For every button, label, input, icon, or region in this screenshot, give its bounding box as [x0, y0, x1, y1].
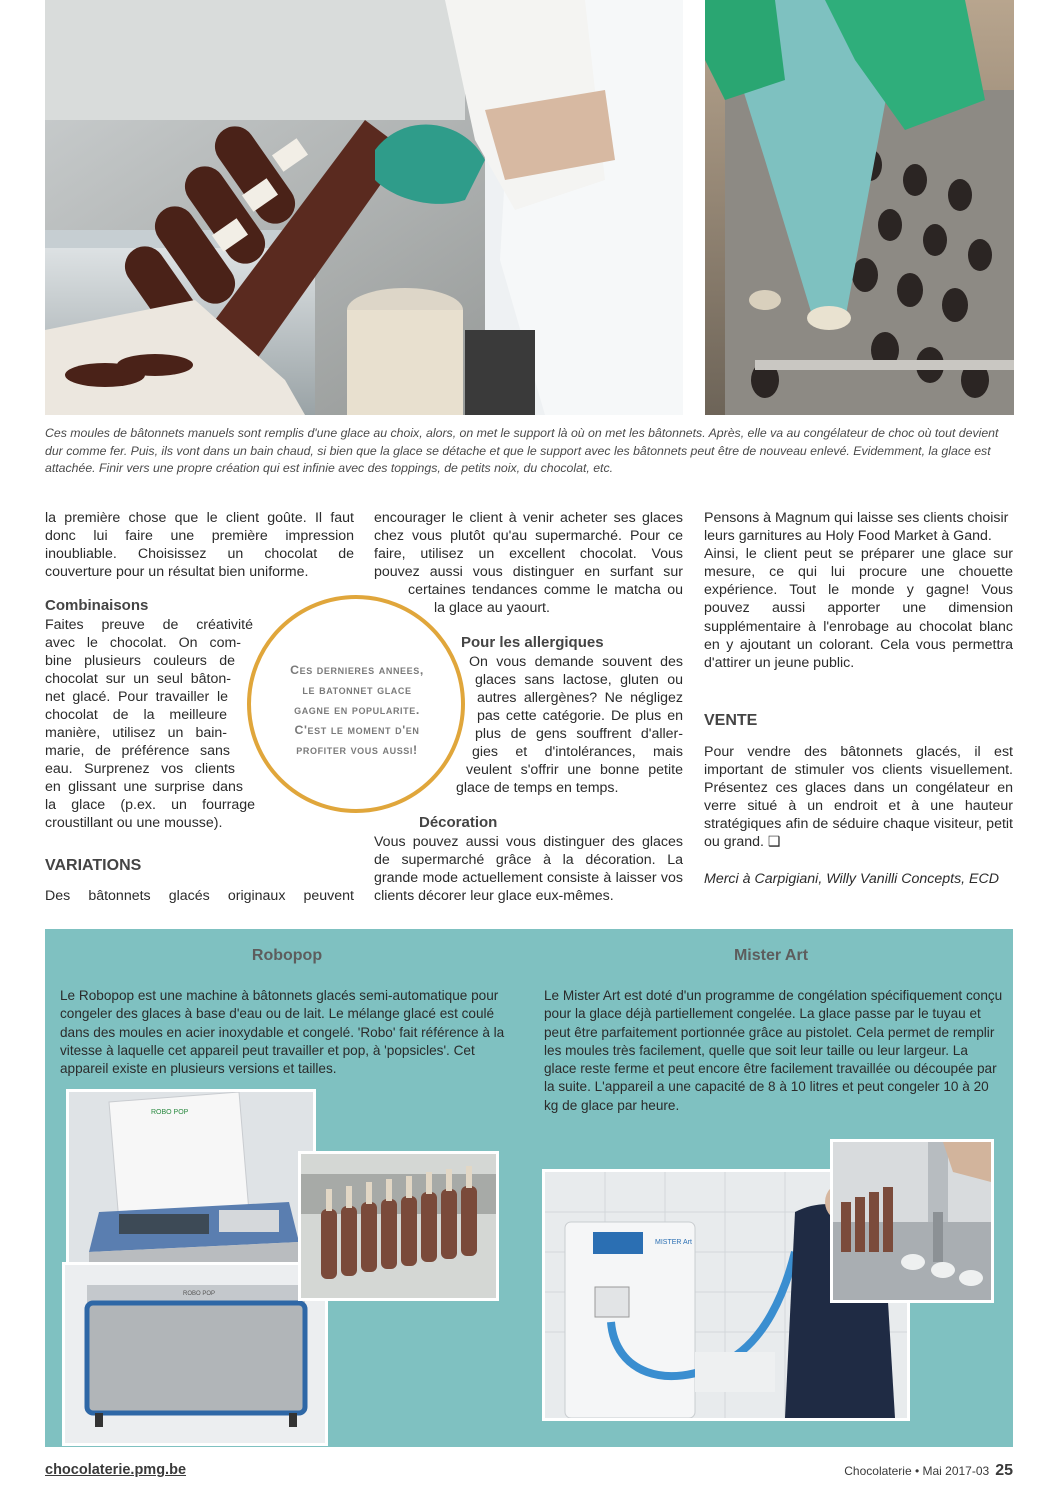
combinaisons-line: net glacé. Pour travailler le	[45, 689, 228, 705]
heading-variations: VARIATIONS	[45, 857, 142, 874]
combinaisons-line: en glissant une surprise dans	[45, 779, 243, 795]
quote-line: le batonnet glace	[302, 683, 412, 697]
photo-robopop-closed	[62, 1262, 328, 1446]
col2-line: chez vous plutôt qu'au supermarché. Pour ce	[374, 528, 683, 544]
end-mark-icon: ❑	[767, 834, 781, 851]
col3-p1: Pensons à Magnum qui laisse ses clients choisir leurs garnitures au Holy Food Market à Gand.	[704, 510, 1009, 545]
col2-line: pouvez aussi vous distinguer en surfant sur	[374, 564, 683, 580]
vente-body: Pour vendre des bâtonnets glacés, il est important de stimuler vos clients visuellement. Présentez ces glaces dans un congélateur en verre situé à un endroit et à une hauteur stratégiques afin de séduire chaque visiteur, petit ou grand.	[704, 744, 1013, 851]
col2-line: la glace au yaourt.	[434, 600, 550, 616]
mister-art-logo: MISTER Art	[655, 1239, 692, 1246]
combinaisons-line: chocolat sur un seul bâton-	[45, 671, 231, 687]
page-number: 25	[995, 1462, 1013, 1479]
robopop-front-logo: ROBO POP	[183, 1291, 216, 1297]
photo-robopop-open	[66, 1089, 316, 1291]
allergiques-line: autres allergènes? Ne négligez	[477, 690, 683, 706]
combinaisons-line: croustillant ou une mousse).	[45, 815, 223, 831]
photo-caption: Ces moules de bâtonnets manuels sont remplis d'une glace au choix, alors, on met le support là où on met les bâtonnets. Après, elle va au congélateur de choc où tout devient dur comme fer. Puis, ils vont dans un bain chaud, si bien que la glace se détache et que le support avec les bâtonnets peut être de nouveau enlevé. Evidemment, la glace est attachée. Finir vers une propre création qui est infinie avec des toppings, de petits noix, du chocolat, etc.	[45, 426, 999, 475]
heading-allergiques: Pour les allergiques	[461, 634, 604, 651]
heading-vente: VENTE	[704, 712, 758, 729]
variations-text: Des bâtonnets glacés originaux peuvent	[45, 888, 354, 904]
quote-line: Ces dernieres annees,	[290, 663, 424, 677]
combinaisons-line: avec le chocolat. On com-	[45, 635, 241, 651]
credits: Merci à Carpigiani, Willy Vanilli Concepts, ECD	[704, 870, 1000, 887]
col2-line: certaines tendances comme le matcha ou	[408, 582, 683, 598]
misterart-text: Le Mister Art est doté d'un programme de congélation spécifiquement conçu pour la glace déjà partiellement congelée. La glace passe par le tuyau et peut être parfaitement portionnée grâce au pistolet. Cela permet de remplir les moules très facilement, quelle que soit leur taille ou leur largeur. La glace reste ferme et peut encore être facilement travaillée ou découpée par la suite. L'appareil a une capacité de 8 à 10 litres et peut congeler 10 à 20 kg de glace par heure.	[544, 988, 1003, 1113]
misterart-title: Mister Art	[733, 947, 809, 964]
combinaisons-line: manière, utilisez un bain-	[45, 725, 227, 741]
column-1	[45, 509, 354, 581]
allergiques-line: veulent s'offrir une bonne petite	[466, 762, 683, 778]
allergiques-line: pas cette catégorie. De plus en	[477, 708, 683, 724]
heading-combinaisons: Combinaisons	[45, 597, 149, 614]
pull-quote	[254, 660, 460, 760]
combinaisons-line: eau. Surprenez vos clients	[45, 761, 235, 777]
column-3	[704, 509, 1013, 672]
decoration-text	[374, 833, 683, 905]
combinaisons-line: chocolat de la meilleure	[45, 707, 227, 723]
vente-text	[704, 743, 1013, 888]
product-box	[45, 929, 1013, 1447]
allergiques-line: gies et d'intolérances, mais	[472, 744, 683, 760]
combinaisons-line: marie, de préférence sans	[45, 743, 230, 759]
robopop-title: Robopop	[251, 947, 323, 964]
combinaisons-line: Faites preuve de créativité	[45, 617, 253, 633]
issue-info	[844, 1462, 1013, 1480]
allergiques-line: On vous demande souvent des	[469, 654, 683, 670]
photo-mister-art-filling-molds	[830, 1139, 994, 1303]
col2-line: faire, utilisez un excellent chocolat. Vous	[374, 546, 683, 562]
col2-line: encourager le client à venir acheter ses glaces	[374, 510, 683, 526]
photo-chocolate-dipping	[45, 0, 683, 415]
col3-p2: Ainsi, le client peut se préparer une glace sur mesure, ce qui lui procure une chouette expérience. Tout le monde y gagne! Vous pouvez aussi apporter une dimension supplémentaire à l'enrobage au chocolat blanc en y ajoutant un colorant. Cela vous permettra d'attirer un jeune public.	[704, 546, 1013, 671]
issue-label: Chocolaterie • Mai 2017-03	[844, 1464, 990, 1478]
website-link[interactable]: chocolaterie.pmg.be	[45, 1462, 187, 1478]
photo-piping-bag	[705, 0, 1014, 415]
decoration-paragraph: Vous pouvez aussi vous distinguer des glaces de supermarché grâce à la décoration. La grande mode actuellement consiste à laisser vos clients décorer leur glace eux-mêmes.	[374, 834, 683, 905]
quote-line: gagne en popularite.	[294, 703, 420, 717]
photo-robopop-molds	[298, 1151, 499, 1301]
vente-paragraph	[704, 743, 1013, 852]
combinaisons-line: bine plusieurs couleurs de	[45, 653, 235, 669]
quote-line: C'est le moment d'en	[294, 723, 420, 737]
col1-intro: la première chose que le client goûte. Il faut donc lui faire une première impression inoubliable. Choisissez un chocolat de couverture pour un résultat bien uniforme.	[45, 510, 354, 581]
allergiques-line: glaces sans lactose, gluten ou	[475, 672, 683, 688]
robopop-text: Le Robopop est une machine à bâtonnets glacés semi-automatique pour congeler des glaces à base d'eau ou de lait. Le mélange glacé est coulé dans des moules en acier inoxydable et congelé. 'Robo' fait référence à la vitesse à laquelle cet appareil peut travailler et pop, à 'popsicles'. Cet appareil existe en plusieurs versions et tailles.	[60, 988, 505, 1077]
heading-decoration: Décoration	[419, 814, 498, 831]
quote-line: profiter vous aussi!	[296, 743, 418, 757]
allergiques-line: glace de temps en temps.	[456, 780, 619, 796]
robopop-lid-logo: ROBO POP	[151, 1109, 189, 1116]
allergiques-line: plus de gens souffrent d'aller-	[475, 726, 683, 742]
combinaisons-line: la glace (p.ex. un fourrage	[45, 797, 255, 813]
